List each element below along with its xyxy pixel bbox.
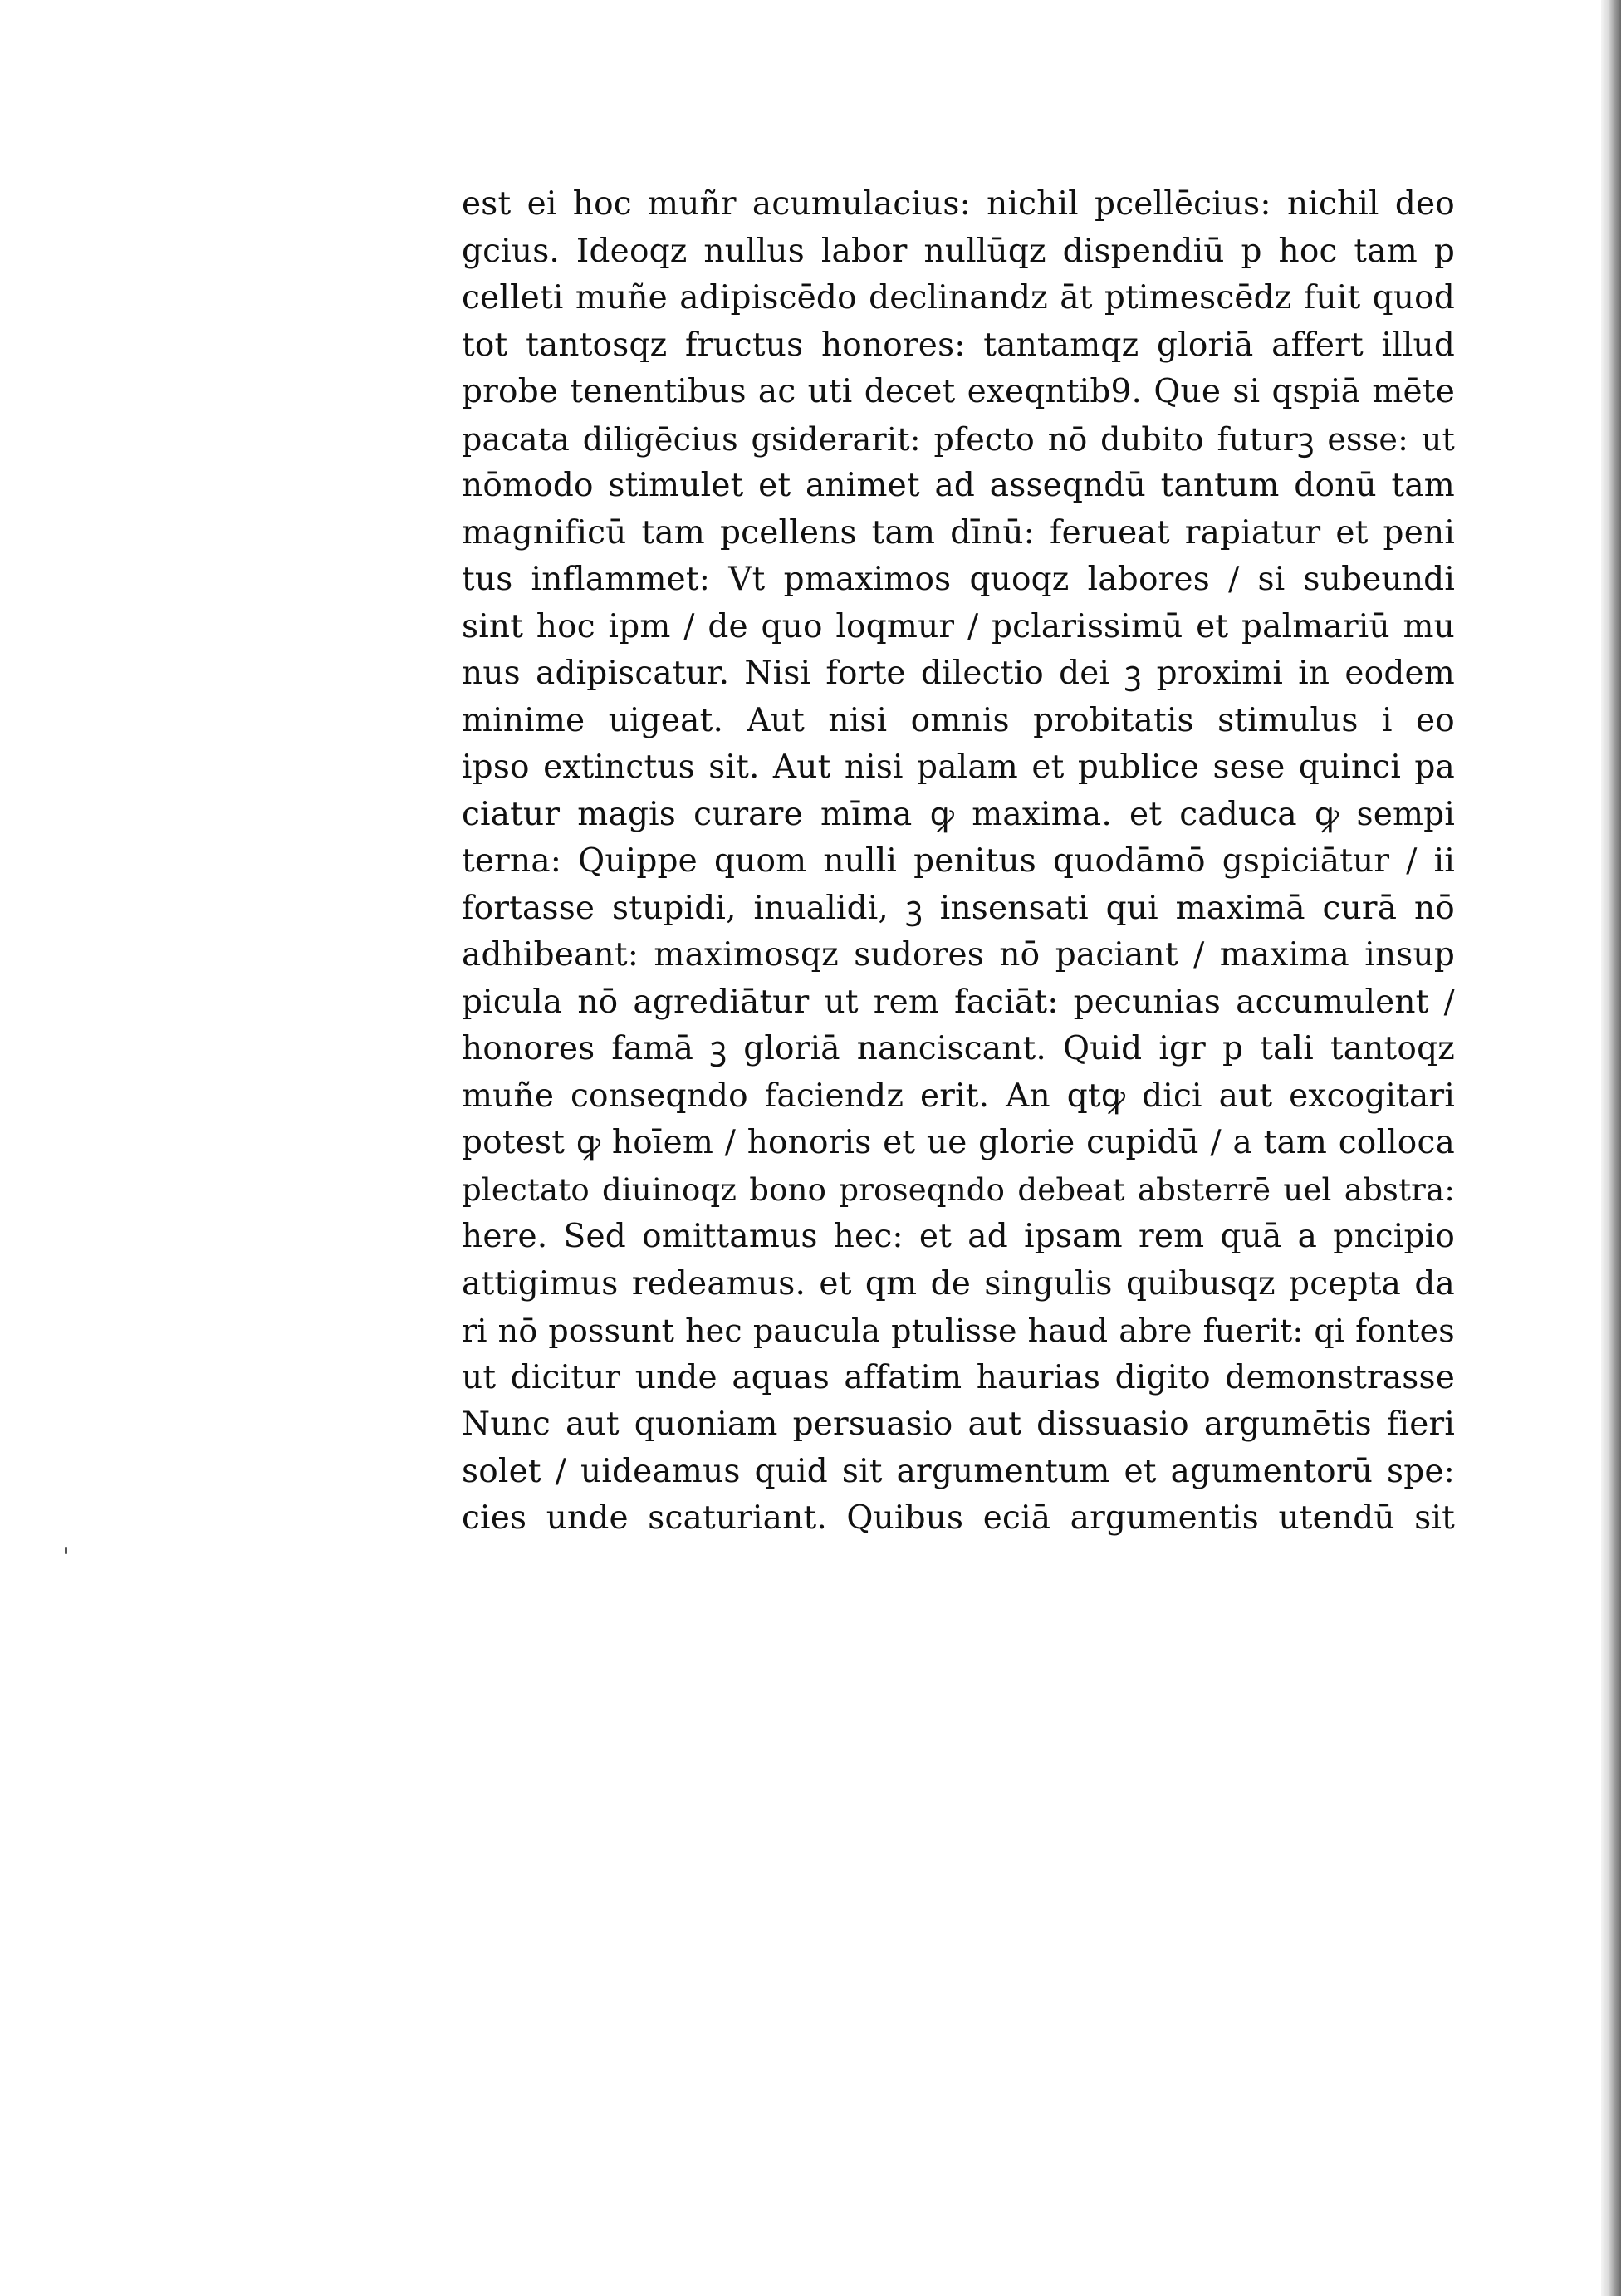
binding-edge bbox=[1601, 0, 1621, 2296]
text-line: attigimus redeamus. et qm de singulis quibusqz pcepta da bbox=[462, 1264, 1455, 1303]
text-line: plectato diuinoqz bono proseqndo debeat absterrē uel abstra: bbox=[462, 1171, 1455, 1208]
text-line: ipso extinctus sit. Aut nisi palam et publice sese quinci pa bbox=[462, 748, 1455, 786]
text-line: minime uigeat. Aut nisi omnis probitatis stimulus i eo bbox=[462, 701, 1455, 739]
text-line: picula nō agrediātur ut rem faciāt: pecunias accumulent / bbox=[462, 983, 1455, 1021]
text-line: celleti muñe adipiscēdo declinandz āt ptimescēdz fuit quod bbox=[462, 279, 1455, 316]
text-line: honores famā ꝫ gloriā nanciscant. Quid igr p tali tantoqz bbox=[462, 1030, 1455, 1067]
text-line: pacata diligēcius gsiderarit: pfecto nō dubito futurꝫ esse: ut bbox=[462, 420, 1455, 458]
text-line: ut dicitur unde aquas affatim haurias digito demonstrasse bbox=[462, 1358, 1455, 1396]
text-line: probe tenentibus ac uti decet exeqntib9. Que si qspiā mēte bbox=[462, 373, 1455, 410]
text-line: potest ꝙ hoīem / honoris et ue glorie cupidū / a tam colloca bbox=[462, 1124, 1455, 1161]
text-line: tot tantosqz fructus honores: tantamqz gloriā affert illud bbox=[462, 326, 1455, 364]
text-line: cies unde scaturiant. Quibus eciā argumentis utendū sit bbox=[462, 1499, 1455, 1537]
text-line: terna: Quippe quom nulli penitus quodāmō gspiciātur / ii bbox=[462, 842, 1455, 880]
text-line: fortasse stupidi, inualidi, ꝫ insensati qui maximā curā nō bbox=[462, 889, 1455, 927]
text-line: Nunc aut quoniam persuasio aut dissuasio argumētis fieri bbox=[462, 1406, 1455, 1443]
text-block bbox=[462, 181, 1455, 1543]
text-line: gcius. Ideoqz nullus labor nullūqz dispendiū p hoc tam p bbox=[462, 232, 1455, 270]
ink-speck bbox=[65, 1547, 67, 1554]
text-line: tus inflammet: Vt pmaximos quoqz labores / si subeundi bbox=[462, 561, 1455, 598]
text-line: adhibeant: maximosqz sudores nō paciant / maxima insup bbox=[462, 936, 1455, 974]
text-line: ri nō possunt hec paucula ptulisse haud abre fuerit: qi fontes bbox=[462, 1312, 1455, 1349]
text-line: nus adipiscatur. Nisi forte dilectio dei ꝫ proximi in eodem bbox=[462, 655, 1455, 692]
text-line: solet / uideamus quid sit argumentum et agumentorū spe: bbox=[462, 1452, 1455, 1490]
text-line: nōmodo stimulet et animet ad asseqndū tantum donū tam bbox=[462, 467, 1455, 504]
text-line: magnificū tam pcellens tam dīnū: ferueat rapiatur et peni bbox=[462, 513, 1455, 552]
text-line: here. Sed omittamus hec: et ad ipsam rem quā a pncipio bbox=[462, 1218, 1455, 1255]
text-line: ciatur magis curare mīma ꝙ maxima. et caduca ꝙ sempi bbox=[462, 795, 1455, 833]
text-line: est ei hoc muñr acumulacius: nichil pcellēcius: nichil deo bbox=[462, 185, 1455, 223]
text-line: sint hoc ipm / de quo loqmur / pclarissimū et palmariū mu bbox=[462, 607, 1455, 645]
text-line: muñe conseqndo faciendz erit. An qtꝙ dici aut excogitari bbox=[462, 1077, 1455, 1115]
